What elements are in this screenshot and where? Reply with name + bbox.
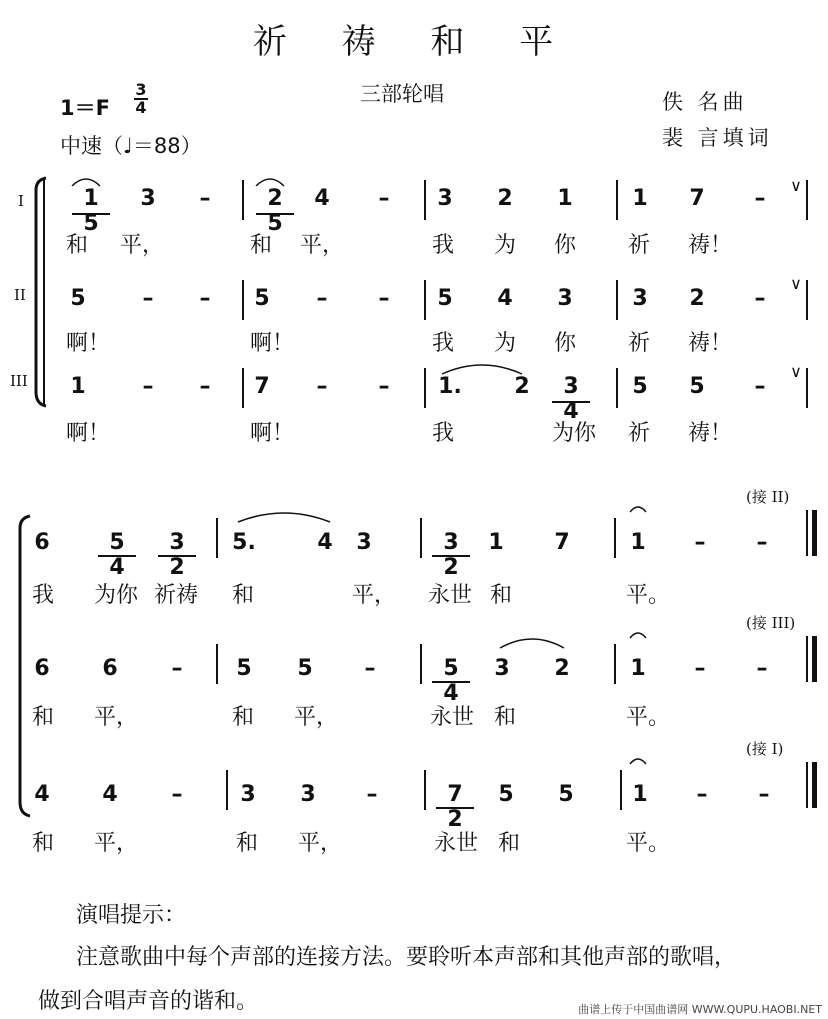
barline <box>216 644 218 684</box>
lyric: 为你 <box>94 583 139 608</box>
barline <box>242 180 244 220</box>
note: 1 <box>488 530 504 555</box>
note: 3 2 <box>169 530 185 580</box>
note: 5 <box>297 656 313 681</box>
note: 3 <box>356 530 372 555</box>
barline <box>424 368 426 408</box>
song-title: 祈 祷 和 平 <box>252 22 576 62</box>
note: – <box>754 286 766 311</box>
note: 5 <box>632 374 648 399</box>
lyric: 祈 <box>628 421 651 446</box>
final-barline <box>806 762 808 808</box>
key-signature: 1＝F <box>60 96 110 120</box>
lyric: 我 <box>32 583 55 608</box>
final-barline <box>806 510 808 556</box>
lyric: 为 <box>494 331 517 356</box>
final-barline-thick <box>812 636 817 682</box>
note: 2 <box>689 286 705 311</box>
lyric: 平。 <box>626 583 671 608</box>
note: – <box>754 374 766 399</box>
jie-label-3: (接 I) <box>746 740 784 758</box>
jie-label-1: (接 II) <box>746 488 790 506</box>
breath-mark: ∨ <box>790 274 802 293</box>
note: 1 <box>632 782 648 807</box>
note: 5 <box>498 782 514 807</box>
note: – <box>171 656 183 681</box>
lyric: 和 <box>232 583 255 608</box>
lyric: 和 <box>232 705 255 730</box>
watermark: 曲谱上传于中国曲谱网 WWW.QUPU.HAOBI.NET <box>578 1003 822 1016</box>
lyric: 和 <box>494 705 517 730</box>
lyric: 我 <box>432 331 455 356</box>
barline <box>216 518 218 558</box>
lyric: 和 <box>32 705 55 730</box>
lyric: 和 <box>250 233 273 258</box>
final-barline-thick <box>812 510 817 556</box>
breath-mark: ∨ <box>790 362 802 381</box>
subtitle: 三部轮唱 <box>360 82 444 106</box>
note: 3 <box>300 782 316 807</box>
lyric: 平。 <box>626 831 671 856</box>
note: 7 <box>254 374 270 399</box>
note: 7 <box>554 530 570 555</box>
lyric: 永世 <box>428 583 473 608</box>
note: 5. <box>232 530 256 555</box>
lyric: 和 <box>32 831 55 856</box>
lyric: 永世 <box>434 831 479 856</box>
note: 3 <box>632 286 648 311</box>
note: – <box>199 286 211 311</box>
lyric: 啊！ <box>66 421 111 446</box>
lyric: 平， <box>298 831 343 856</box>
note: 2 <box>554 656 570 681</box>
note: 4 <box>102 782 118 807</box>
note: 7 2 <box>447 782 463 832</box>
lyric: 和 <box>236 831 259 856</box>
lyric: 祷！ <box>688 233 733 258</box>
final-barline <box>806 636 808 682</box>
note: 5 <box>558 782 574 807</box>
lyric: 你 <box>554 233 577 258</box>
composer-credit: 佚 名曲 <box>662 90 748 114</box>
note: 1 <box>632 186 648 211</box>
note: – <box>754 186 766 211</box>
lyric: 祈 <box>628 331 651 356</box>
barline <box>242 368 244 408</box>
lyric: 祷！ <box>688 331 733 356</box>
lyric: 啊！ <box>250 331 295 356</box>
barline <box>242 280 244 320</box>
note: – <box>758 782 770 807</box>
lyric: 祷！ <box>688 421 733 446</box>
lyric: 和 <box>490 583 513 608</box>
note: – <box>171 782 183 807</box>
barline <box>420 518 422 558</box>
note: 5 <box>70 286 86 311</box>
note: 3 <box>494 656 510 681</box>
note: 1 <box>630 530 646 555</box>
note: – <box>694 530 706 555</box>
part-label-1: I <box>18 192 24 210</box>
barline <box>614 518 616 558</box>
note: 3 <box>240 782 256 807</box>
lyric: 平， <box>94 705 139 730</box>
tips-line-1: 注意歌曲中每个声部的连接方法。要聆听本声部和其他声部的歌唱， <box>76 945 737 970</box>
note: 4 <box>497 286 513 311</box>
note: 3 4 <box>563 374 579 424</box>
lyric: 你 <box>554 331 577 356</box>
lyric: 啊！ <box>250 421 295 446</box>
part-label-3: III <box>10 372 28 390</box>
breath-mark: ∨ <box>790 176 802 195</box>
tempo-marking: 中速（♩＝88） <box>60 134 202 158</box>
note: 3 2 <box>443 530 459 580</box>
lyric: 平。 <box>626 705 671 730</box>
system1-brace <box>36 178 46 406</box>
note: 1 5 <box>83 186 99 236</box>
lyric: 祈 <box>628 233 651 258</box>
lyric: 平， <box>352 583 397 608</box>
note: 6 <box>102 656 118 681</box>
note: 4 <box>317 530 333 555</box>
note: 1 <box>630 656 646 681</box>
lyric: 永世 <box>430 705 475 730</box>
lyric: 平， <box>300 233 345 258</box>
note: 1 <box>557 186 573 211</box>
note: 5 <box>236 656 252 681</box>
barline <box>424 280 426 320</box>
lyric: 为 <box>494 233 517 258</box>
tips-heading: 演唱提示： <box>76 903 187 928</box>
lyric: 平， <box>94 831 139 856</box>
lyric: 平， <box>294 705 339 730</box>
note: 4 <box>34 782 50 807</box>
note: – <box>199 186 211 211</box>
note: 5 <box>689 374 705 399</box>
lyric: 和 <box>498 831 521 856</box>
note: 2 <box>497 186 513 211</box>
tips-line-2: 做到合唱声音的谐和。 <box>38 989 259 1014</box>
barline <box>614 644 616 684</box>
note: – <box>142 374 154 399</box>
note: – <box>142 286 154 311</box>
time-den: 4 <box>135 98 147 117</box>
barline <box>616 368 618 408</box>
note: – <box>756 530 768 555</box>
note: – <box>316 374 328 399</box>
note: – <box>364 656 376 681</box>
note: – <box>694 656 706 681</box>
note: – <box>756 656 768 681</box>
barline <box>616 180 618 220</box>
note: 3 <box>140 186 156 211</box>
lyricist-credit: 裴 言填词 <box>662 126 773 150</box>
note: 7 <box>689 186 705 211</box>
note: 3 <box>557 286 573 311</box>
note: 3 <box>437 186 453 211</box>
note: – <box>696 782 708 807</box>
lyric: 我 <box>432 421 455 446</box>
final-barline-thick <box>812 762 817 808</box>
note: 5 4 <box>443 656 459 706</box>
lyric: 祈祷 <box>154 583 199 608</box>
jie-label-2: (接 III) <box>746 614 796 632</box>
note: 2 <box>514 374 530 399</box>
part-label-2: II <box>14 286 26 304</box>
note: – <box>378 186 390 211</box>
lyric: 和 <box>66 233 89 258</box>
note: 4 <box>314 186 330 211</box>
barline <box>424 770 426 810</box>
note: – <box>378 286 390 311</box>
note: 5 <box>254 286 270 311</box>
note: 2 5 <box>267 186 283 236</box>
lyric: 啊！ <box>66 331 111 356</box>
note: 6 <box>34 656 50 681</box>
lyric: 我 <box>432 233 455 258</box>
lyric: 为你 <box>552 421 597 446</box>
barline <box>424 180 426 220</box>
note: 1 <box>70 374 86 399</box>
barline <box>420 644 422 684</box>
time-num: 3 <box>135 80 147 99</box>
note: – <box>316 286 328 311</box>
note: 1. <box>438 374 462 399</box>
barline <box>616 280 618 320</box>
lyric: 平， <box>120 233 165 258</box>
note: 5 4 <box>109 530 125 580</box>
barline <box>620 770 622 810</box>
barline <box>226 770 228 810</box>
note: 6 <box>34 530 50 555</box>
note: – <box>366 782 378 807</box>
note: 5 <box>437 286 453 311</box>
note: – <box>199 374 211 399</box>
note: – <box>378 374 390 399</box>
